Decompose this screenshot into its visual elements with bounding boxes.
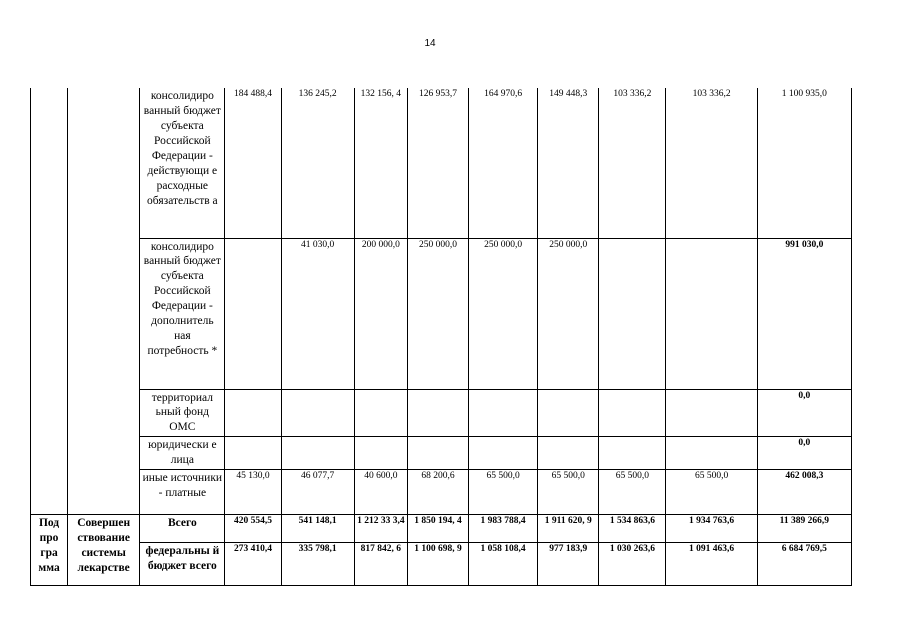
funding-source-cell: Всего bbox=[140, 515, 225, 543]
value-cell: 1 100 698, 9 bbox=[407, 543, 468, 586]
value-cell: 40 600,0 bbox=[354, 470, 407, 515]
value-cell bbox=[354, 389, 407, 437]
funding-source-cell: федеральны й бюджет всего bbox=[140, 543, 225, 586]
value-cell: 335 798,1 bbox=[281, 543, 354, 586]
total-cell: 1 100 935,0 bbox=[757, 88, 851, 238]
value-cell: 136 245,2 bbox=[281, 88, 354, 238]
table-row bbox=[31, 389, 852, 437]
value-cell: 1 212 33 3,4 bbox=[354, 515, 407, 543]
value-cell: 65 500,0 bbox=[469, 470, 538, 515]
value-cell bbox=[538, 437, 599, 470]
value-cell: 65 500,0 bbox=[599, 470, 666, 515]
value-cell: 1 983 788,4 bbox=[469, 515, 538, 543]
value-cell bbox=[407, 389, 468, 437]
value-cell: 103 336,2 bbox=[599, 88, 666, 238]
value-cell bbox=[407, 437, 468, 470]
funding-source-cell: консолидиро ванный бюджет субъекта Российской Федерации - дополнитель ная потребность * bbox=[140, 238, 225, 389]
table-row bbox=[31, 437, 852, 470]
value-cell: 200 000,0 bbox=[354, 238, 407, 389]
subprogram-name-cell: Совершен ствование системы лекарстве bbox=[68, 515, 140, 586]
funding-source-cell: юридически е лица bbox=[140, 437, 225, 470]
value-cell: 1 091 463,6 bbox=[666, 543, 757, 586]
value-cell: 65 500,0 bbox=[538, 470, 599, 515]
table-row bbox=[31, 238, 852, 389]
value-cell: 817 842, 6 bbox=[354, 543, 407, 586]
value-cell: 273 410,4 bbox=[225, 543, 281, 586]
value-cell bbox=[599, 437, 666, 470]
value-cell bbox=[469, 389, 538, 437]
value-cell bbox=[354, 437, 407, 470]
subprogram-type-cell: Под про гра мма bbox=[31, 515, 68, 586]
value-cell: 250 000,0 bbox=[469, 238, 538, 389]
empty-cell bbox=[68, 88, 140, 515]
funding-source-cell: территориал ьный фонд ОМС bbox=[140, 389, 225, 437]
funding-source-cell: иные источники - платные bbox=[140, 470, 225, 515]
total-cell: 991 030,0 bbox=[757, 238, 851, 389]
value-cell: 977 183,9 bbox=[538, 543, 599, 586]
value-cell: 126 953,7 bbox=[407, 88, 468, 238]
value-cell bbox=[538, 389, 599, 437]
total-cell: 462 008,3 bbox=[757, 470, 851, 515]
budget-table bbox=[30, 88, 852, 586]
value-cell: 41 030,0 bbox=[281, 238, 354, 389]
total-cell: 0,0 bbox=[757, 389, 851, 437]
total-cell: 0,0 bbox=[757, 437, 851, 470]
value-cell bbox=[281, 437, 354, 470]
value-cell bbox=[666, 389, 757, 437]
value-cell: 68 200,6 bbox=[407, 470, 468, 515]
value-cell bbox=[666, 437, 757, 470]
value-cell bbox=[225, 437, 281, 470]
page-number: 14 bbox=[424, 38, 436, 49]
value-cell: 1 934 763,6 bbox=[666, 515, 757, 543]
value-cell: 103 336,2 bbox=[666, 88, 757, 238]
value-cell: 250 000,0 bbox=[538, 238, 599, 389]
value-cell bbox=[599, 238, 666, 389]
value-cell: 250 000,0 bbox=[407, 238, 468, 389]
value-cell bbox=[469, 437, 538, 470]
value-cell: 420 554,5 bbox=[225, 515, 281, 543]
value-cell: 1 534 863,6 bbox=[599, 515, 666, 543]
value-cell: 541 148,1 bbox=[281, 515, 354, 543]
table-row bbox=[31, 515, 852, 543]
value-cell bbox=[225, 238, 281, 389]
total-cell: 11 389 266,9 bbox=[757, 515, 851, 543]
total-cell: 6 684 769,5 bbox=[757, 543, 851, 586]
value-cell bbox=[281, 389, 354, 437]
table-row bbox=[31, 543, 852, 586]
value-cell: 132 156, 4 bbox=[354, 88, 407, 238]
table-row bbox=[31, 470, 852, 515]
value-cell: 46 077,7 bbox=[281, 470, 354, 515]
value-cell: 1 850 194, 4 bbox=[407, 515, 468, 543]
empty-cell bbox=[31, 88, 68, 515]
value-cell bbox=[666, 238, 757, 389]
value-cell bbox=[599, 389, 666, 437]
value-cell: 1 911 620, 9 bbox=[538, 515, 599, 543]
funding-source-cell: консолидиро ванный бюджет субъекта Российской Федерации - действующи е расходные обязательств а bbox=[140, 88, 225, 238]
value-cell: 1 058 108,4 bbox=[469, 543, 538, 586]
value-cell: 45 130,0 bbox=[225, 470, 281, 515]
value-cell: 149 448,3 bbox=[538, 88, 599, 238]
table-row bbox=[31, 88, 852, 238]
value-cell: 164 970,6 bbox=[469, 88, 538, 238]
value-cell: 65 500,0 bbox=[666, 470, 757, 515]
value-cell: 184 488,4 bbox=[225, 88, 281, 238]
value-cell bbox=[225, 389, 281, 437]
value-cell: 1 030 263,6 bbox=[599, 543, 666, 586]
